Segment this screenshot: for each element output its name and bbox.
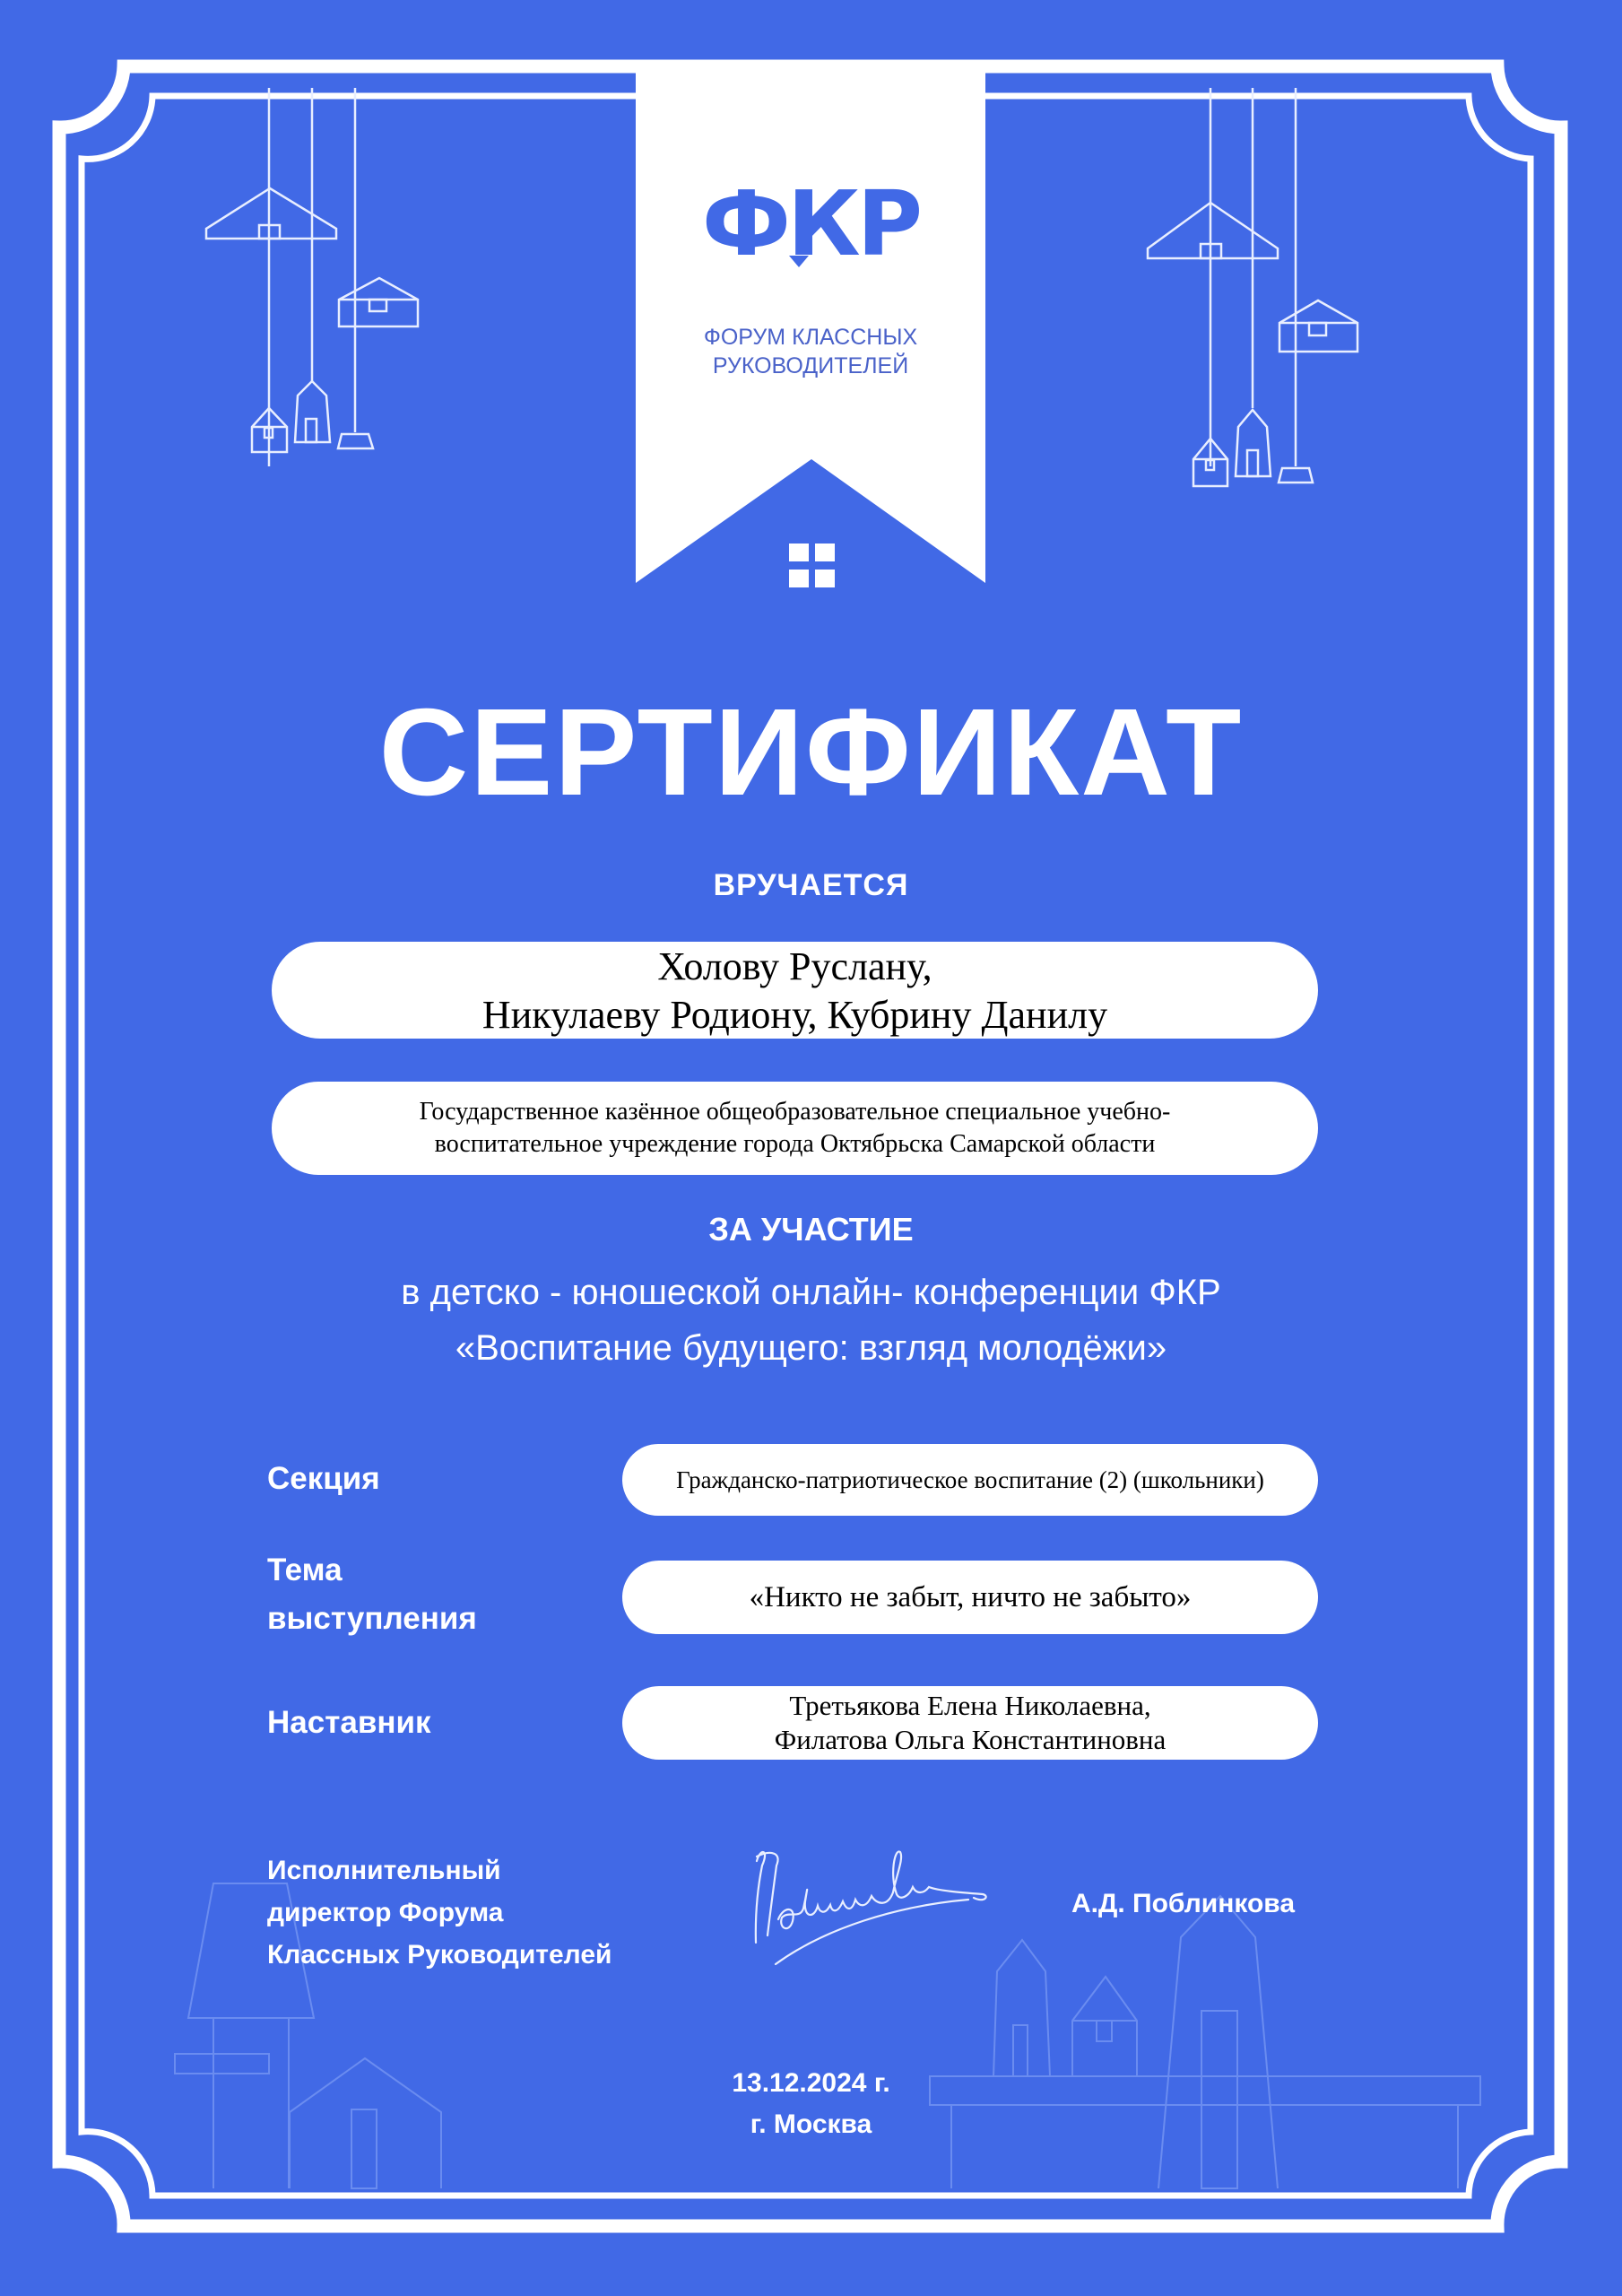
- mentor-value-line2: Филатова Ольга Константиновна: [774, 1724, 1167, 1755]
- participation-label: ЗА УЧАСТИЕ: [708, 1211, 914, 1248]
- background-town-right-icon: [930, 1896, 1480, 2188]
- signatory-title-line3: Классных Руководителей: [267, 1940, 612, 1970]
- event-line1: в детско - юношеской онлайн- конференции ФКР: [401, 1273, 1221, 1312]
- hanging-houses-left-icon: [206, 88, 418, 466]
- issue-city: г. Москва: [750, 2109, 872, 2139]
- section-value: [622, 1444, 1318, 1516]
- topic-value-text: «Никто не забыт, ничто не забыто»: [749, 1580, 1192, 1613]
- window-icon: [789, 544, 835, 587]
- logo-ribbon: [636, 60, 985, 583]
- issue-date: 13.12.2024 г.: [732, 2068, 890, 2098]
- section-value-text: Гражданско-патриотическое воспитание (2) (школьники): [676, 1465, 1264, 1493]
- institution-field: [272, 1082, 1318, 1175]
- recipients-line2: Никулаеву Родиону, Кубрину Данилу: [481, 993, 1108, 1037]
- mentor-value: [622, 1686, 1318, 1760]
- awarded-label: ВРУЧАЕТСЯ: [713, 868, 909, 902]
- signatory-title-line1: Исполнительный: [267, 1856, 501, 1885]
- logo-abbreviation: ФКР: [701, 171, 920, 276]
- signature-icon: [756, 1851, 986, 1964]
- topic-label: [267, 1546, 477, 1643]
- event-line2: «Воспитание будущего: взгляд молодёжи»: [455, 1328, 1167, 1368]
- hanging-houses-right-icon: [1148, 88, 1357, 486]
- signatory-title-line2: директор Форума: [267, 1898, 504, 1927]
- certificate-title: СЕРТИФИКАТ: [378, 683, 1244, 822]
- institution-line1: Государственное казённое общеобразовательное специальное учебно-: [419, 1098, 1171, 1126]
- topic-label-line1: Тема: [267, 1552, 343, 1587]
- recipients-line1: Холову Руслану,: [657, 944, 932, 988]
- signatory-name: А.Д. Поблинкова: [1071, 1889, 1296, 1918]
- topic-label-line2: выступления: [267, 1601, 477, 1636]
- institution-line2: воспитательное учреждение города Октябрьска Самарской области: [434, 1130, 1156, 1158]
- logo-name-line1: ФОРУМ КЛАССНЫХ: [703, 325, 918, 350]
- signatory-title: [267, 1849, 612, 1976]
- recipients-field: [272, 942, 1318, 1039]
- section-label: Секция: [267, 1461, 380, 1496]
- event-description: [0, 1265, 1622, 1376]
- mentor-label: Наставник: [267, 1705, 431, 1740]
- mentor-value-line1: Третьякова Елена Николаевна,: [789, 1690, 1151, 1721]
- topic-value: [622, 1561, 1318, 1634]
- logo-name-line2: РУКОВОДИТЕЛЕЙ: [712, 353, 909, 378]
- logo-name: [636, 323, 985, 380]
